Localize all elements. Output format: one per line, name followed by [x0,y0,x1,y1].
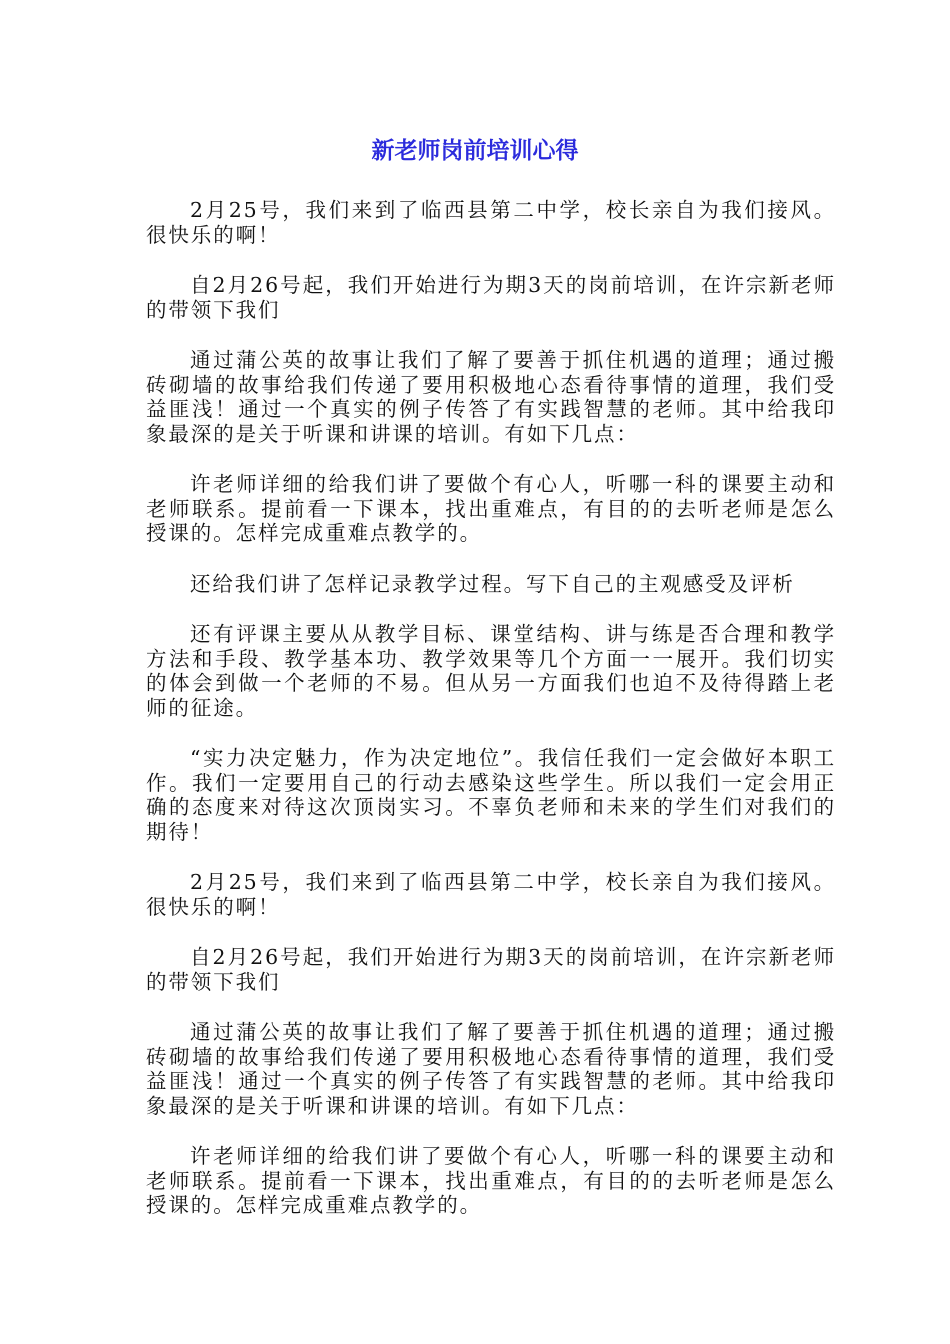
paragraph: 通过蒲公英的故事让我们了解了要善于抓住机遇的道理；通过搬砖砌墙的故事给我们传递了要用积极地心态看待事情的道理，我们受益匪浅！通过一个真实的例子传答了有实践智慧的老师。其中给我印象最深的是关于听课和讲课的培训。有如下几点： [146,1020,836,1118]
paragraph: 2月25号，我们来到了临西县第二中学，校长亲自为我们接风。很快乐的啊！ [146,198,836,247]
paragraph: 自2月26号起，我们开始进行为期3天的岗前培训，在许宗新老师的带领下我们 [146,273,836,322]
paragraph: 许老师详细的给我们讲了要做个有心人，听哪一科的课要主动和老师联系。提前看一下课本，找出重难点，有目的的去听老师是怎么授课的。怎样完成重难点教学的。 [146,1144,836,1217]
paragraph: 还有评课主要从从教学目标、课堂结构、讲与练是否合理和教学方法和手段、教学基本功、教学效果等几个方面一一展开。我们切实的体会到做一个老师的不易。但从另一方面我们也迫不及待得踏上老师的征途。 [146,622,836,720]
paragraph: 还给我们讲了怎样记录教学过程。写下自己的主观感受及评析 [190,571,795,596]
paragraph: 自2月26号起，我们开始进行为期3天的岗前培训，在许宗新老师的带领下我们 [146,945,836,994]
document-title: 新老师岗前培训心得 [371,138,579,164]
paragraph: 2月25号，我们来到了临西县第二中学，校长亲自为我们接风。很快乐的啊！ [146,870,836,919]
paragraph: “实力决定魅力，作为决定地位”。我信任我们一定会做好本职工作。我们一定要用自己的行动去感染这些学生。所以我们一定会用正确的态度来对待这次顶岗实习。不辜负老师和未来的学生们对我们的期待！ [146,746,836,844]
paragraph: 通过蒲公英的故事让我们了解了要善于抓住机遇的道理；通过搬砖砌墙的故事给我们传递了要用积极地心态看待事情的道理，我们受益匪浅！通过一个真实的例子传答了有实践智慧的老师。其中给我印象最深的是关于听课和讲课的培训。有如下几点： [146,348,836,446]
document-body [146,198,836,1244]
paragraph: 许老师详细的给我们讲了要做个有心人，听哪一科的课要主动和老师联系。提前看一下课本，找出重难点，有目的的去听老师是怎么授课的。怎样完成重难点教学的。 [146,472,836,545]
